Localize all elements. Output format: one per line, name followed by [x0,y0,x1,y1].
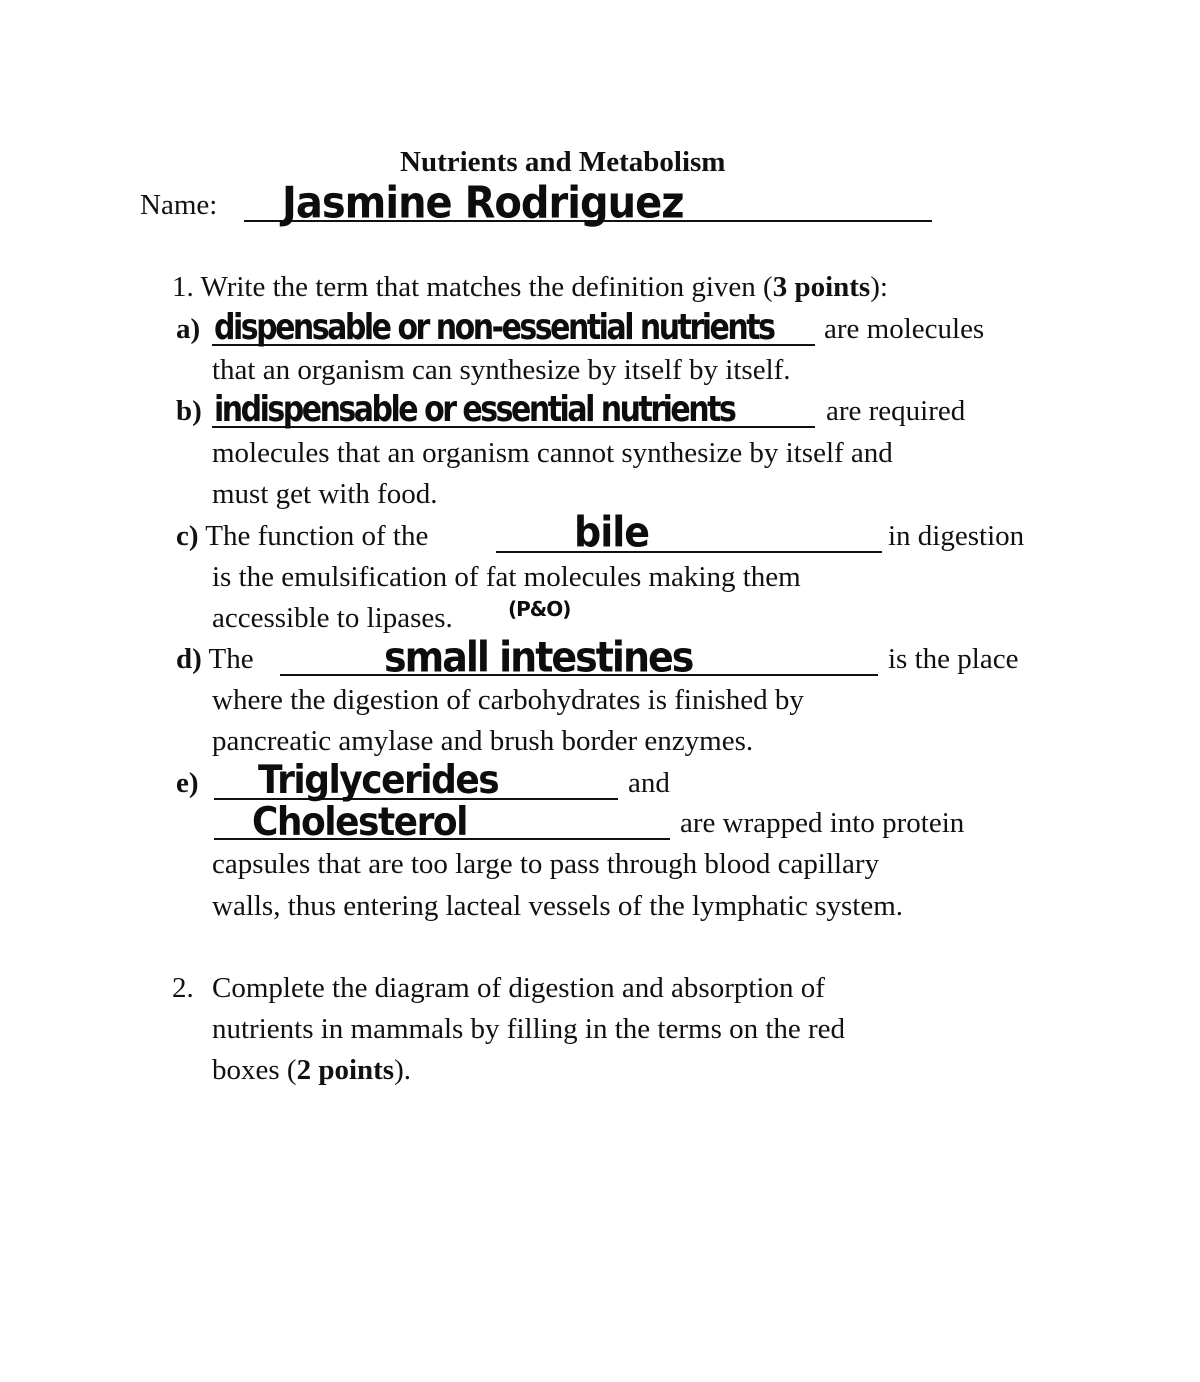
q1-points: 3 points [772,271,871,303]
q1c-line2: is the emulsification of fat molecules making them [212,561,801,593]
q2-line3-end: ). [394,1054,412,1086]
q1e-answer2: Cholesterol [252,799,467,846]
q1b-label: b) [176,395,202,427]
q1c-line3: accessible to lipases. [212,602,453,634]
q1a-line2: that an organism can synthesize by itself by itself. [212,354,791,386]
q1d-after-blank: is the place [888,643,1019,675]
q1b-line2: molecules that an organism cannot synthesize by itself and [212,437,893,469]
q1b-after-blank: are required [826,395,966,427]
q1c-note: (P&O) [508,597,571,621]
q1d-label: d) [176,643,202,675]
q1e-line2: capsules that are too large to pass through blood capillary [212,848,880,880]
page-title: Nutrients and Metabolism [400,146,726,178]
q1d-line3: pancreatic amylase and brush border enzymes. [212,725,754,757]
q2-line2: nutrients in mammals by filling in the terms on the red [212,1013,846,1045]
q1d-before-blank: The [208,643,254,675]
q2-line1: Complete the diagram of digestion and absorption of [212,972,825,1004]
q1a-after-blank: are molecules [824,313,985,345]
q1-header [172,270,888,304]
q1c-answer: bile [574,507,650,557]
q1e-between: and [628,767,670,799]
q1e-answer1: Triglycerides [258,757,499,804]
q1c-blank [496,551,882,553]
q2-line3-start: boxes ( [212,1054,297,1086]
q1-text-end: ): [870,271,888,303]
q1b-answer: indispensable or essential nutrients [214,388,735,431]
q1e-label: e) [176,767,199,799]
q1d-line1 [176,642,254,676]
q2-points: 2 points [296,1054,395,1086]
q1-number: 1. [172,271,194,303]
q1e-line3: walls, thus entering lacteal vessels of the lymphatic system. [212,890,904,922]
q1d-answer: small intestines [384,632,693,682]
name-answer: Jasmine Rodriguez [282,177,684,229]
name-label: Name: [140,189,218,221]
q1a-answer: dispensable or non-essential nutrients [214,306,774,349]
q1c-before-blank: The function of the [205,520,429,552]
q1a-label: a) [176,313,201,345]
q1b-line3: must get with food. [212,478,438,510]
q2-number: 2. [172,972,194,1004]
q2-line3 [212,1053,411,1087]
q1d-line2: where the digestion of carbohydrates is finished by [212,684,804,716]
q1c-label: c) [176,520,199,552]
q1-text: Write the term that matches the definition given ( [200,271,773,303]
q1c-line1 [176,519,428,553]
q1c-after-blank: in digestion [888,520,1025,552]
q1e-after-blank2: are wrapped into protein [680,807,965,839]
